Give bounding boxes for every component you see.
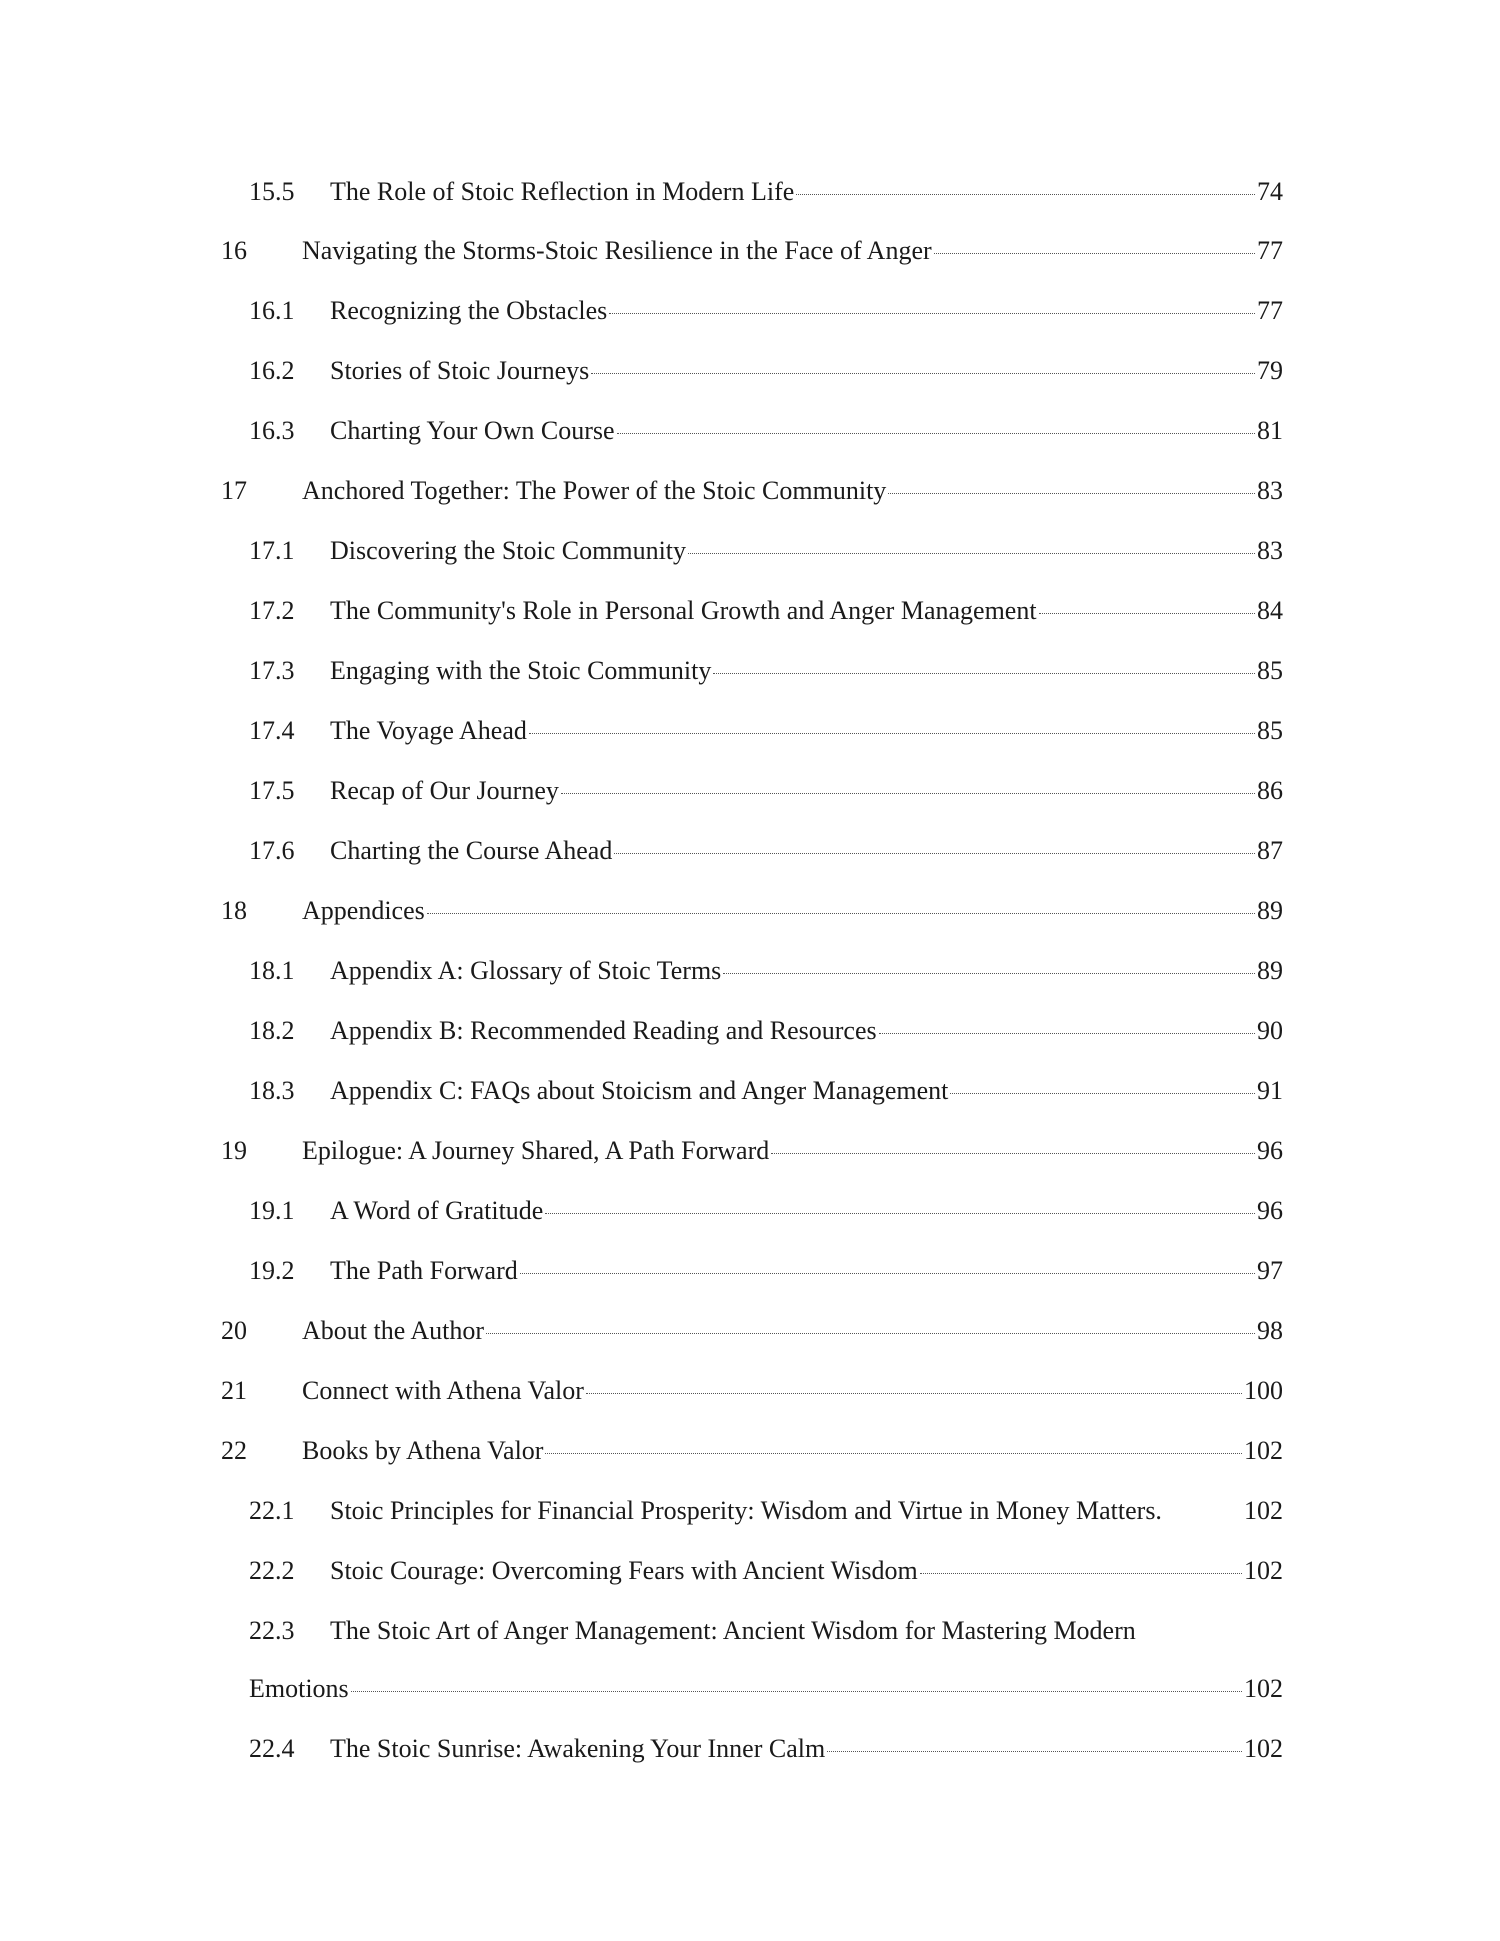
toc-entry[interactable] [0, 891, 1500, 931]
toc-entry-page: 77 [1257, 296, 1283, 325]
toc-entry[interactable] [0, 1011, 1500, 1051]
toc-entry-number: 17.1 [249, 536, 295, 565]
toc-entry-wrapped-continuation[interactable] [0, 1669, 1500, 1709]
toc-entry-page: 74 [1257, 177, 1283, 206]
toc-entry-page: 77 [1257, 236, 1283, 265]
dot-leader [545, 1213, 1255, 1214]
dot-leader [351, 1691, 1242, 1692]
toc-entry[interactable] [0, 471, 1500, 511]
toc-entry-number: 16.3 [249, 416, 295, 445]
dot-leader [427, 913, 1255, 914]
toc-entry-title: Epilogue: A Journey Shared, A Path Forward [302, 1136, 770, 1165]
toc-entry[interactable] [0, 591, 1500, 631]
toc-entry[interactable] [0, 771, 1500, 811]
toc-entry-page: 98 [1257, 1316, 1283, 1345]
toc-entry-number: 17.4 [249, 716, 295, 745]
toc-entry-page: 100 [1244, 1376, 1283, 1405]
toc-entry-page: 85 [1257, 656, 1283, 685]
toc-entry[interactable] [0, 411, 1500, 451]
toc-entry-number: 19.1 [249, 1196, 295, 1225]
toc-entry-number: 22.2 [249, 1556, 295, 1585]
toc-entry-title: Recognizing the Obstacles [330, 296, 608, 325]
toc-entry-number: 19 [221, 1136, 247, 1165]
toc-entry-page: 102 [1244, 1674, 1283, 1703]
toc-entry-title-continuation: Emotions [249, 1674, 349, 1703]
dot-leader [614, 853, 1255, 854]
dot-leader [713, 673, 1255, 674]
toc-entry-title: The Community's Role in Personal Growth and Anger Management [330, 596, 1037, 625]
toc-entry-number: 16 [221, 236, 247, 265]
toc-entry-number: 17.2 [249, 596, 295, 625]
toc-entry-number: 21 [221, 1376, 247, 1405]
toc-entry-title: Connect with Athena Valor [302, 1376, 584, 1405]
toc-entry-page: 89 [1257, 956, 1283, 985]
dot-leader [771, 1153, 1255, 1154]
toc-entry[interactable] [0, 531, 1500, 571]
dot-leader [796, 194, 1255, 195]
toc-entry-page: 87 [1257, 836, 1283, 865]
dot-leader [486, 1333, 1255, 1334]
toc-entry-title: Engaging with the Stoic Community [330, 656, 712, 685]
toc-entry[interactable] [0, 1371, 1500, 1411]
toc-entry-title: A Word of Gratitude [330, 1196, 544, 1225]
toc-entry-page: 97 [1257, 1256, 1283, 1285]
dot-leader [617, 433, 1255, 434]
toc-entry-number: 18 [221, 896, 247, 925]
toc-entry[interactable] [0, 1491, 1500, 1531]
toc-entry-number: 18.3 [249, 1076, 295, 1105]
dot-leader [688, 553, 1255, 554]
toc-entry-number: 15.5 [249, 177, 295, 206]
dot-leader [934, 253, 1255, 254]
toc-entry[interactable] [0, 1191, 1500, 1231]
dot-leader [609, 313, 1255, 314]
toc-entry-title: Discovering the Stoic Community [330, 536, 687, 565]
toc-entry-number: 18.1 [249, 956, 295, 985]
toc-entry[interactable] [0, 291, 1500, 331]
toc-entry-page: 81 [1257, 416, 1283, 445]
dot-leader [561, 793, 1255, 794]
dot-leader [1039, 613, 1255, 614]
toc-entry-title: Appendix A: Glossary of Stoic Terms [330, 956, 722, 985]
toc-entry-page: 83 [1257, 536, 1283, 565]
toc-entry-page: 84 [1257, 596, 1283, 625]
dot-leader [520, 1273, 1255, 1274]
toc-entry[interactable] [0, 1131, 1500, 1171]
toc-entry-title: Charting Your Own Course [330, 416, 615, 445]
toc-entry-title: The Stoic Sunrise: Awakening Your Inner Calm [330, 1734, 826, 1763]
toc-entry-number: 22 [221, 1436, 247, 1465]
toc-entry[interactable] [0, 172, 1500, 212]
toc-entry-title: The Path Forward [330, 1256, 518, 1285]
toc-entry-title: Appendix B: Recommended Reading and Resources [330, 1016, 877, 1045]
toc-entry[interactable] [0, 711, 1500, 751]
toc-entry-page: 91 [1257, 1076, 1283, 1105]
toc-entry-number: 22.1 [249, 1496, 295, 1525]
toc-entry-page: 96 [1257, 1196, 1283, 1225]
toc-entry-number: 16.2 [249, 356, 295, 385]
toc-entry-title: About the Author [302, 1316, 484, 1345]
dot-leader [950, 1093, 1255, 1094]
toc-entry-number: 17.6 [249, 836, 295, 865]
dot-leader [545, 1453, 1242, 1454]
toc-entry-title: Stoic Courage: Overcoming Fears with Ancient Wisdom [330, 1556, 918, 1585]
toc-entry-title: Books by Athena Valor [302, 1436, 544, 1465]
toc-entry-title: The Role of Stoic Reflection in Modern Life [330, 177, 795, 206]
toc-entry-page: 86 [1257, 776, 1283, 805]
toc-entry-number: 22.3 [249, 1616, 295, 1645]
toc-entry-title: Stoic Principles for Financial Prosperity: Wisdom and Virtue in Money Matters. [330, 1496, 1162, 1525]
dot-leader [888, 493, 1255, 494]
toc-entry[interactable] [0, 1311, 1500, 1351]
toc-entry-title: Navigating the Storms-Stoic Resilience in the Face of Anger [302, 236, 932, 265]
toc-entry[interactable] [0, 1071, 1500, 1111]
toc-entry-wrapped[interactable] [0, 1611, 1500, 1651]
toc-entry-page: 102 [1244, 1436, 1283, 1465]
toc-entry-page: 89 [1257, 896, 1283, 925]
toc-entry[interactable] [0, 1729, 1500, 1769]
dot-leader [591, 373, 1255, 374]
toc-entry-number: 17 [221, 476, 247, 505]
toc-entry-page: 102 [1244, 1734, 1283, 1763]
dot-leader [529, 733, 1255, 734]
toc-entry[interactable] [0, 231, 1500, 271]
toc-entry-title: Anchored Together: The Power of the Stoic Community [302, 476, 887, 505]
dot-leader [723, 973, 1255, 974]
toc-entry-page: 96 [1257, 1136, 1283, 1165]
toc-entry[interactable] [0, 351, 1500, 391]
dot-leader [879, 1033, 1255, 1034]
toc-entry-title: Appendix C: FAQs about Stoicism and Anger Management [330, 1076, 949, 1105]
toc-entry-page: 102 [1244, 1556, 1283, 1585]
toc-entry-number: 19.2 [249, 1256, 295, 1285]
toc-entry[interactable] [0, 1431, 1500, 1471]
toc-entry-number: 18.2 [249, 1016, 295, 1045]
toc-entry[interactable] [0, 951, 1500, 991]
toc-entry[interactable] [0, 1551, 1500, 1591]
toc-entry-title: Recap of Our Journey [330, 776, 559, 805]
toc-entry-number: 17.5 [249, 776, 295, 805]
toc-entry-number: 16.1 [249, 296, 295, 325]
dot-leader [827, 1751, 1242, 1752]
toc-entry-page: 79 [1257, 356, 1283, 385]
toc-entry-number: 17.3 [249, 656, 295, 685]
toc-entry-page: 83 [1257, 476, 1283, 505]
toc-entry-page: 102 [1244, 1496, 1283, 1525]
toc-entry-title: Appendices [302, 896, 425, 925]
toc-entry-number: 22.4 [249, 1734, 295, 1763]
toc-entry[interactable] [0, 651, 1500, 691]
toc-entry-page: 85 [1257, 716, 1283, 745]
toc-entry-title: Stories of Stoic Journeys [330, 356, 590, 385]
dot-leader [920, 1573, 1242, 1574]
toc-entry-number: 20 [221, 1316, 247, 1345]
dot-leader [586, 1393, 1242, 1394]
toc-entry-title: The Voyage Ahead [330, 716, 527, 745]
toc-entry-title: The Stoic Art of Anger Management: Ancient Wisdom for Mastering Modern [330, 1616, 1136, 1645]
toc-entry-page: 90 [1257, 1016, 1283, 1045]
toc-entry[interactable] [0, 831, 1500, 871]
toc-entry[interactable] [0, 1251, 1500, 1291]
toc-entry-title: Charting the Course Ahead [330, 836, 613, 865]
